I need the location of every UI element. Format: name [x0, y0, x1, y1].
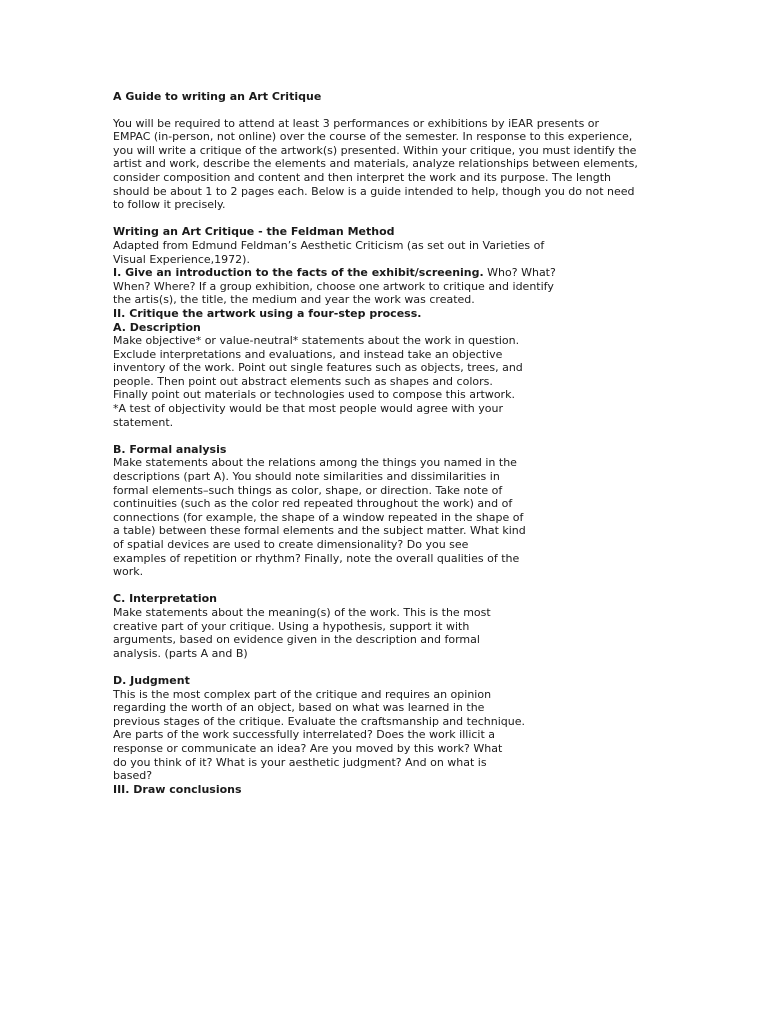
intro-line: You will be required to attend at least 3 performances or exhibitions by iEAR presents or	[113, 116, 600, 130]
description-line: Make objective* or value-neutral* statements about the work in question.	[113, 334, 520, 348]
interpretation-body	[113, 606, 653, 660]
intro-paragraph	[113, 117, 653, 212]
section1-line: the artis(s), the title, the medium and year the work was created.	[113, 293, 475, 307]
formal-analysis-line: descriptions (part A). You should note similarities and dissimilarities in	[113, 470, 500, 484]
method-heading: Writing an Art Critique - the Feldman Method	[113, 225, 395, 239]
spacer	[113, 579, 653, 593]
judgment-line: based?	[113, 769, 153, 783]
section1-first-line	[113, 266, 653, 280]
spacer	[113, 429, 653, 443]
formal-analysis-line: Make statements about the relations among the things you named in the	[113, 456, 517, 470]
spacer	[113, 212, 653, 226]
judgment-line: do you think of it? What is your aesthetic judgment? And on what is	[113, 755, 487, 769]
description-line: *A test of objectivity would be that most people would agree with your	[113, 402, 504, 416]
formal-analysis-line: formal elements–such things as color, shape, or direction. Take note of	[113, 483, 503, 497]
judgment-line: This is the most complex part of the critique and requires an opinion	[113, 687, 492, 701]
spacer	[113, 660, 653, 674]
formal-analysis-heading: B. Formal analysis	[113, 442, 227, 456]
adapted-from-note	[113, 239, 653, 266]
formal-analysis-line: connections (for example, the shape of a window repeated in the shape of	[113, 510, 524, 524]
section1-body	[113, 280, 653, 307]
interpretation-line: Make statements about the meaning(s) of the work. This is the most	[113, 605, 491, 619]
intro-line: consider composition and content and then interpret the work and its purpose. The length	[113, 170, 612, 184]
section3-heading: III. Draw conclusions	[113, 782, 242, 796]
interpretation-line: creative part of your critique. Using a hypothesis, support it with	[113, 619, 470, 633]
intro-line: to follow it precisely.	[113, 198, 226, 212]
description-line: people. Then point out abstract elements such as shapes and colors.	[113, 374, 493, 388]
judgment-heading: D. Judgment	[113, 673, 190, 687]
description-line: statement.	[113, 415, 174, 429]
judgment-line: response or communicate an idea? Are you moved by this work? What	[113, 741, 503, 755]
section1-heading: I. Give an introduction to the facts of the exhibit/screening.	[113, 266, 484, 280]
description-body	[113, 334, 653, 429]
intro-line: you will write a critique of the artwork(s) presented. Within your critique, you must identify the	[113, 143, 637, 157]
document-title: A Guide to writing an Art Critique	[113, 90, 322, 103]
interpretation-line: analysis. (parts A and B)	[113, 646, 248, 660]
section1-questions: Who? What?	[483, 266, 556, 280]
interpretation-heading: C. Interpretation	[113, 592, 218, 606]
interpretation-line: arguments, based on evidence given in the description and formal	[113, 633, 480, 647]
judgment-line: regarding the worth of an object, based on what was learned in the	[113, 701, 485, 715]
formal-analysis-line: continuities (such as the color red repeated throughout the work) and of	[113, 497, 513, 511]
description-heading: A. Description	[113, 320, 201, 334]
section1-line: When? Where? If a group exhibition, choose one artwork to critique and identify	[113, 279, 554, 293]
formal-analysis-line: of spatial devices are used to create dimensionality? Do you see	[113, 538, 469, 551]
formal-analysis-line: work.	[113, 565, 144, 579]
adapted-line: Adapted from Edmund Feldman’s Aesthetic Criticism (as set out in Varieties of	[113, 238, 545, 252]
description-line: Finally point out materials or technologies used to compose this artwork.	[113, 388, 515, 402]
description-line: Exclude interpretations and evaluations, and instead take an objective	[113, 347, 503, 361]
adapted-line: Visual Experience,1972).	[113, 252, 250, 266]
judgment-line: Are parts of the work successfully interrelated? Does the work illicit a	[113, 728, 496, 742]
intro-line: artist and work, describe the elements and materials, analyze relationships between elements,	[113, 157, 638, 171]
formal-analysis-line: examples of repetition or rhythm? Finally, note the overall qualities of the	[113, 551, 520, 565]
section2-heading: II. Critique the artwork using a four-step process.	[113, 306, 422, 320]
document-page	[113, 90, 653, 796]
formal-analysis-line: a table) between these formal elements and the subject matter. What kind	[113, 524, 526, 538]
intro-line: should be about 1 to 2 pages each. Below is a guide intended to help, though you do not need	[113, 184, 635, 198]
intro-line: EMPAC (in-person, not online) over the course of the semester. In response to this experience,	[113, 130, 633, 144]
judgment-body	[113, 688, 653, 783]
judgment-line: previous stages of the critique. Evaluate the craftsmanship and technique.	[113, 714, 525, 728]
formal-analysis-body	[113, 456, 653, 578]
description-line: inventory of the work. Point out single features such as objects, trees, and	[113, 361, 523, 375]
